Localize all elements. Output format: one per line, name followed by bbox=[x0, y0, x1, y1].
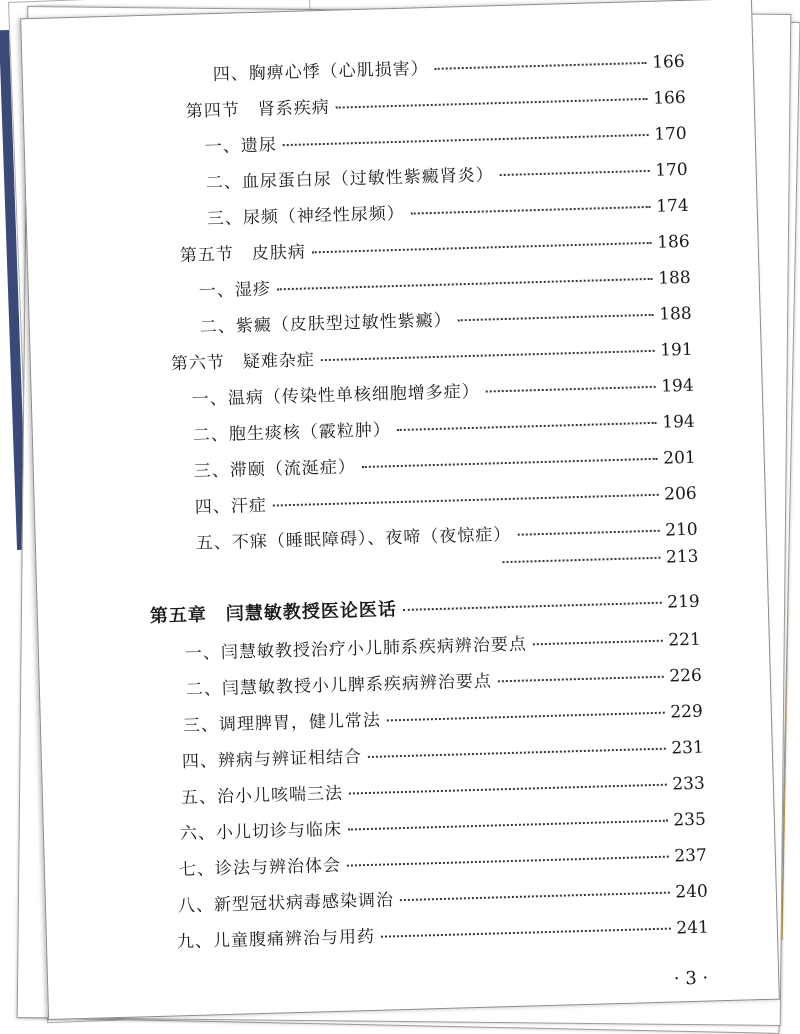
toc-leader bbox=[277, 278, 652, 290]
toc-leader bbox=[283, 134, 648, 146]
toc-entry bbox=[199, 299, 692, 338]
toc-page-number: 194 bbox=[661, 411, 695, 433]
toc-leader bbox=[312, 242, 651, 253]
toc-page-number: 166 bbox=[651, 51, 685, 73]
toc-leader bbox=[517, 530, 659, 536]
toc-page-number: 241 bbox=[676, 917, 710, 939]
toc-title: 一、遗尿 bbox=[204, 135, 278, 158]
toc-leader bbox=[500, 170, 650, 176]
toc-title: 四、辨病与辨证相结合 bbox=[181, 747, 363, 773]
toc-entry bbox=[181, 769, 705, 809]
toc-leader bbox=[349, 784, 666, 795]
toc-title: 六、小儿切诊与临床 bbox=[179, 819, 343, 845]
toc-page-number: 213 bbox=[665, 546, 699, 568]
toc-leader bbox=[347, 856, 668, 867]
toc-title: 五、不寐（睡眠障碍）、夜啼（夜惊症） bbox=[195, 524, 512, 554]
toc-title: 二、血尿蛋白尿（过敏性紫癜肾炎） bbox=[205, 165, 494, 194]
toc-entry bbox=[178, 877, 708, 917]
toc-leader bbox=[486, 386, 656, 393]
toc-entry bbox=[182, 733, 704, 773]
toc-page-number: 166 bbox=[652, 87, 686, 109]
toc-page-number: 221 bbox=[668, 629, 702, 651]
toc-title: 一、闫慧敏教授治疗小儿肺系疾病辨治要点 bbox=[184, 634, 528, 665]
toc-page-number: 194 bbox=[660, 375, 694, 397]
toc-page-number: 170 bbox=[653, 123, 687, 145]
toc-page-number: 231 bbox=[671, 737, 705, 759]
toc-entry bbox=[198, 263, 691, 302]
toc-leader bbox=[403, 602, 662, 611]
toc-leader bbox=[368, 748, 665, 758]
toc-entry bbox=[177, 913, 709, 953]
toc-page-number: 226 bbox=[669, 665, 703, 687]
toc-page-number: 191 bbox=[659, 339, 693, 361]
toc-entry bbox=[206, 191, 689, 229]
toc-entry bbox=[496, 547, 698, 573]
toc-title: 三、调理脾胃，健儿常法 bbox=[182, 710, 382, 737]
toc-title: 三、尿频（神经性尿频） bbox=[206, 203, 406, 230]
toc-title: 二、闫慧敏教授小儿脾系疾病辨治要点 bbox=[185, 671, 493, 701]
toc-title: 一、温病（传染性单核细胞增多症） bbox=[191, 381, 481, 410]
toc-entry bbox=[205, 155, 688, 193]
toc-page bbox=[20, 0, 780, 1020]
toc-title: 四、汗症 bbox=[194, 495, 268, 518]
toc-leader bbox=[400, 892, 669, 902]
toc-page-number: 188 bbox=[657, 267, 691, 289]
toc-leader bbox=[348, 820, 667, 831]
toc-title: 第五节 皮肤病 bbox=[179, 242, 307, 267]
toc-leader bbox=[362, 458, 657, 468]
toc-leader bbox=[397, 422, 657, 431]
toc-entry bbox=[179, 841, 707, 881]
toc-entry bbox=[180, 805, 706, 845]
toc-entry bbox=[183, 697, 703, 737]
toc-page-number: 174 bbox=[655, 195, 689, 217]
toc-title: 九、儿童腹痛辨治与用药 bbox=[176, 926, 376, 953]
toc-entry bbox=[212, 47, 685, 85]
toc-title: 二、紫癜（皮肤型过敏性紫癜） bbox=[199, 310, 453, 338]
toc-leader bbox=[502, 557, 660, 563]
page-footer-number: · 3 · bbox=[673, 967, 709, 990]
toc-leader bbox=[458, 314, 654, 321]
toc-page-number: 186 bbox=[656, 231, 690, 253]
toc-page-number: 240 bbox=[675, 881, 709, 903]
toc-title: 第五章 闫慧敏教授医论医话 bbox=[149, 599, 398, 628]
toc-page-number: 170 bbox=[654, 159, 688, 181]
toc-leader bbox=[336, 98, 647, 109]
toc-page-number: 188 bbox=[658, 303, 692, 325]
toc-title: 七、诊法与辨治体会 bbox=[178, 855, 342, 881]
toc-entry bbox=[185, 625, 701, 664]
toc-title: 第四节 肾系疾病 bbox=[185, 97, 331, 122]
toc-entry bbox=[194, 479, 697, 518]
toc-entry bbox=[204, 119, 687, 157]
toc-leader bbox=[321, 350, 654, 361]
toc-title: 五、治小儿咳喘三法 bbox=[180, 783, 344, 809]
toc-title: 第六节 疑难杂症 bbox=[170, 350, 316, 375]
toc-page-number: 201 bbox=[662, 447, 696, 469]
toc-leader bbox=[273, 494, 658, 507]
toc-page-number: 210 bbox=[664, 519, 698, 541]
toc-entry bbox=[185, 83, 686, 122]
toc-entry bbox=[191, 371, 694, 410]
toc-page-number: 219 bbox=[666, 591, 700, 613]
toc-entry bbox=[186, 661, 702, 700]
toc-page-number: 235 bbox=[673, 809, 707, 831]
toc-leader bbox=[381, 928, 670, 938]
toc-page-number: 237 bbox=[674, 845, 708, 867]
toc-title: 三、滞颐（流涎症） bbox=[193, 457, 357, 482]
toc-leader bbox=[411, 206, 651, 215]
toc-leader bbox=[387, 712, 664, 722]
toc-leader bbox=[498, 676, 664, 683]
toc-leader bbox=[533, 640, 663, 646]
toc-page-number: 233 bbox=[672, 773, 706, 795]
toc-title: 四、胸痹心悸（心肌损害） bbox=[212, 59, 430, 86]
toc-entry bbox=[179, 227, 689, 266]
toc-entry bbox=[192, 407, 695, 446]
toc-title: 二、胞生痰核（霰粒肿） bbox=[192, 420, 392, 446]
toc-entry bbox=[193, 443, 696, 482]
toc-page-number: 229 bbox=[670, 701, 704, 723]
toc-chapter-entry bbox=[149, 587, 700, 628]
toc-page-number: 206 bbox=[663, 483, 697, 505]
toc-title: 一、湿疹 bbox=[198, 279, 272, 302]
toc-leader bbox=[435, 62, 647, 70]
toc-entry bbox=[170, 335, 692, 375]
toc-title: 八、新型冠状病毒感染调治 bbox=[177, 890, 395, 917]
